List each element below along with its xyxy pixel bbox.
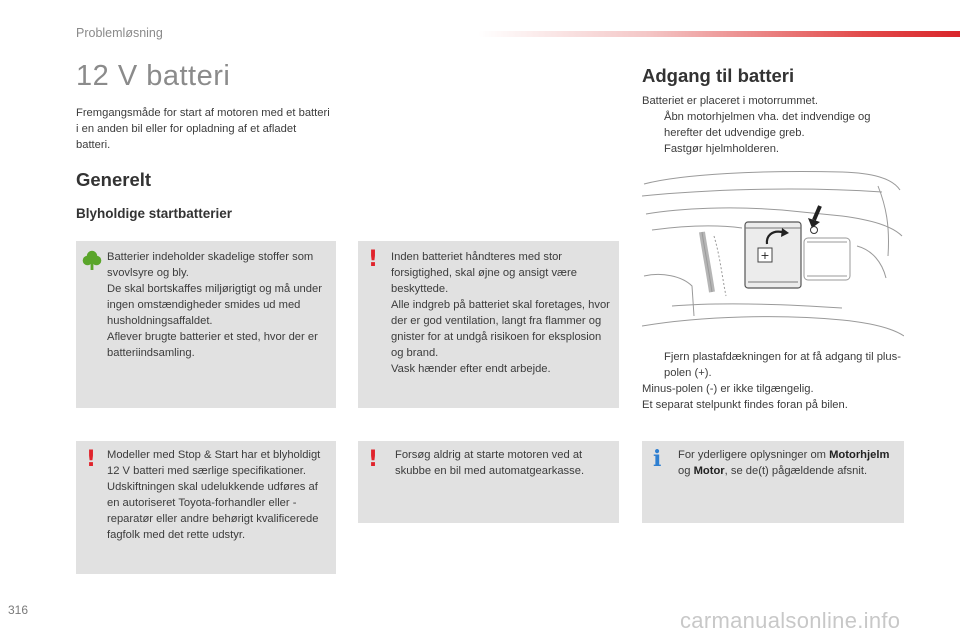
environment-note-text: [107, 249, 329, 361]
push-start-warning-text: Forsøg aldrig at starte motoren ved at skubbe en bil med automatgearkasse.: [395, 449, 585, 477]
ground-arrow-icon: [808, 206, 820, 234]
bullet-icon: [642, 109, 664, 141]
page-title: 12 V batteri: [76, 60, 231, 92]
access-step-text: Fjern plastafdækningen for at få adgang til plus-polen (+).: [664, 351, 901, 379]
info-text-part: , se de(t) pågældende afsnit.: [724, 465, 868, 477]
header-accent-bar: [478, 31, 960, 37]
stop-start-warning-text: [107, 447, 331, 543]
engine-bay-illustration: [642, 166, 904, 344]
note-line: Vask hænder efter endt arbejde.: [391, 363, 551, 375]
note-line: Inden batteriet håndteres med stor forsigtighed, skal øjne og ansigt være beskyttede.: [391, 251, 577, 295]
note-line: Modeller med Stop & Start har et blyholdigt 12 V batteri med særlige specifikationer.: [107, 449, 321, 477]
bullet-icon: [642, 141, 664, 157]
info-text-part: For yderligere oplysninger om: [678, 449, 830, 461]
info-bold-term: Motor: [693, 465, 725, 477]
intro-paragraph: Fremgangsmåde for start af motoren med et batteri i en anden bil eller for opladning af et afladet batteri.: [76, 107, 330, 151]
access-lower-text: [642, 349, 904, 413]
warning-exclamation-icon: !: [368, 247, 379, 272]
access-step: [642, 109, 904, 141]
eco-tree-icon: [82, 249, 102, 271]
plus-terminal-label: +: [760, 249, 770, 262]
note-line: Aflever brugte batterier et sted, hvor der er batteriindsamling.: [107, 331, 318, 359]
note-line: Batterier indeholder skadelige stoffer som svovlsyre og bly.: [107, 251, 314, 279]
access-step-text: Åbn motorhjelmen vha. det indvendige og herefter det udvendige greb.: [664, 111, 871, 139]
info-note-text: [678, 447, 896, 479]
section-label: Problemløsning: [76, 26, 163, 40]
note-line: Udskiftningen skal udelukkende udføres af en autoriseret Toyota-forhandler eller -reparatør eller andre behørigt kvalificerede fagfolk med det rette udstyr.: [107, 481, 319, 541]
info-note-box: [642, 441, 904, 523]
handling-warning-text: [391, 249, 613, 377]
ground-point-note: Et separat stelpunkt findes foran på bilen.: [642, 399, 848, 411]
section-heading-generelt: Generelt: [76, 169, 152, 190]
info-text-part: og: [678, 465, 694, 477]
push-start-warning-box: [358, 441, 619, 523]
warning-exclamation-icon: !: [86, 447, 97, 472]
environment-note-box: [76, 241, 336, 408]
minus-pole-note: Minus-polen (-) er ikke tilgængelig.: [642, 383, 814, 395]
warning-exclamation-icon: !: [368, 447, 379, 472]
watermark: carmanualsonline.info: [680, 608, 901, 633]
access-intro: [642, 93, 904, 157]
access-step: [642, 141, 904, 157]
handling-warning-box: [358, 241, 619, 408]
info-bold-term: Motorhjelm: [829, 449, 890, 461]
section-heading-access: Adgang til batteri: [642, 65, 795, 86]
subheading-lead-batteries: Blyholdige startbatterier: [76, 206, 233, 221]
access-step-text: Fastgør hjelmholderen.: [664, 143, 780, 155]
access-step: [642, 349, 904, 381]
info-icon: i: [653, 446, 662, 472]
stop-start-warning-box: [76, 441, 336, 574]
note-line: De skal bortskaffes miljørigtigt og må under ingen omstændigheder smides ud med husholdningsaffaldet.: [107, 283, 322, 327]
page-number: 316: [8, 603, 29, 617]
bullet-icon: [642, 349, 664, 381]
note-line: Alle indgreb på batteriet skal foretages, hvor der er god ventilation, langt fra flammer og gnister for at undgå risikoen for eksplosion og brand.: [391, 299, 610, 359]
access-intro-text: Batteriet er placeret i motorrummet.: [642, 95, 818, 107]
